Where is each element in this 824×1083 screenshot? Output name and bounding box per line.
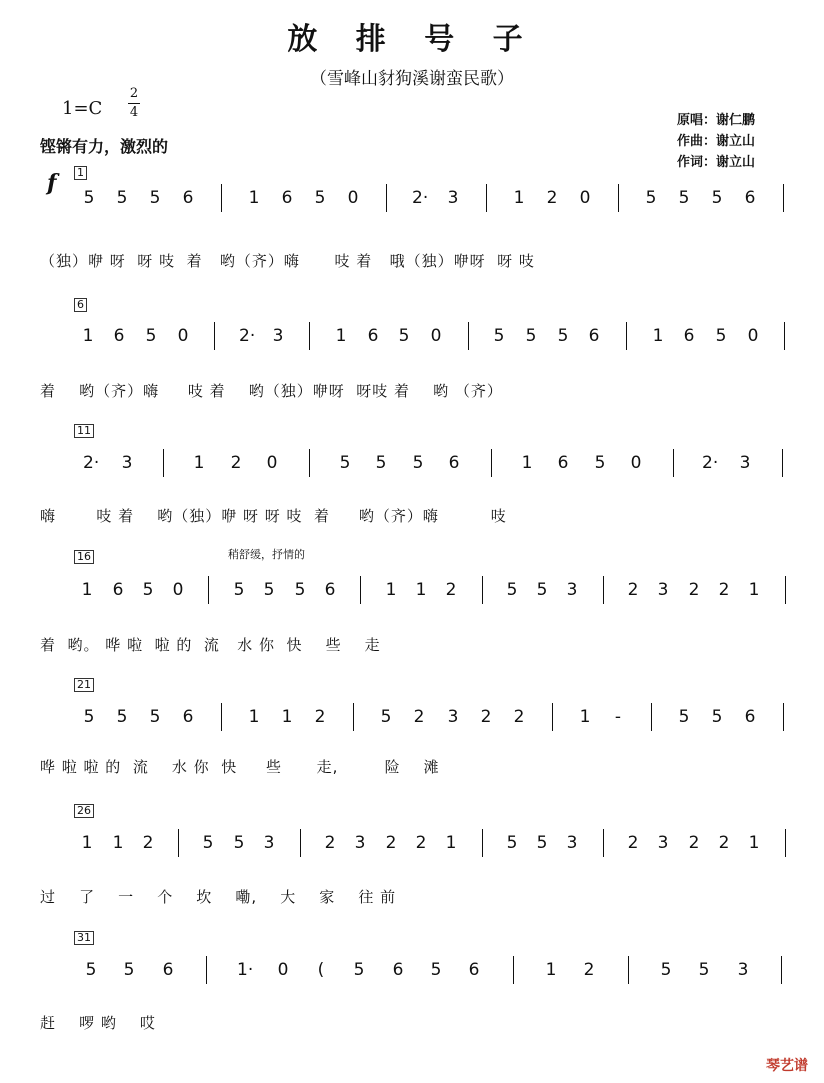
- note: 5: [149, 188, 161, 208]
- note: 2·: [702, 453, 719, 473]
- barline: [781, 956, 782, 984]
- barline: [309, 322, 310, 350]
- note: 6: [113, 326, 125, 346]
- note: 2: [688, 580, 700, 600]
- note: 1·: [237, 960, 254, 980]
- note: 2: [546, 188, 558, 208]
- note: 5: [116, 188, 128, 208]
- note: 1: [513, 188, 525, 208]
- note: 2: [413, 707, 425, 727]
- credits: [677, 110, 755, 173]
- note: 2: [314, 707, 326, 727]
- expression-marking: 稍舒缓，抒情的: [228, 548, 305, 561]
- note: 5: [398, 326, 410, 346]
- note: 5: [594, 453, 606, 473]
- note: 5: [506, 580, 518, 600]
- note: 6: [468, 960, 480, 980]
- note: 1: [748, 833, 760, 853]
- note: 5: [83, 188, 95, 208]
- note: 1: [335, 326, 347, 346]
- note: 6: [392, 960, 404, 980]
- note: (: [317, 960, 325, 980]
- measure-number: 21: [74, 678, 94, 692]
- barline: [651, 703, 652, 731]
- lyric-line: 过 了 一 个 坎 嘞, 大 家 往 前: [40, 888, 397, 906]
- note: 1: [193, 453, 205, 473]
- barline: [783, 703, 784, 731]
- note: 6: [744, 188, 756, 208]
- note: 6: [448, 453, 460, 473]
- note: 5: [715, 326, 727, 346]
- barline: [603, 576, 604, 604]
- barline: [486, 184, 487, 212]
- lyric-line: （独）咿 呀 呀 吱 着 哟（齐）嗨 吱 着 哦（独）咿呀 呀 吱: [40, 252, 535, 270]
- note: 5: [149, 707, 161, 727]
- note: 3: [121, 453, 133, 473]
- barline: [782, 449, 783, 477]
- tempo-marking: 铿锵有力，激烈的: [40, 137, 169, 156]
- barline: [783, 184, 784, 212]
- credit-composer: 作曲：谢立山: [677, 134, 756, 149]
- note: 5: [711, 707, 723, 727]
- measure-number: 6: [74, 298, 87, 312]
- note: 2: [324, 833, 336, 853]
- note: 2: [718, 833, 730, 853]
- note: 0: [430, 326, 442, 346]
- measure-number: 11: [74, 424, 94, 438]
- note: 6: [182, 188, 194, 208]
- credit-lyricist: 作词：谢立山: [677, 155, 756, 170]
- note: 5: [145, 326, 157, 346]
- note: 6: [683, 326, 695, 346]
- barline: [221, 184, 222, 212]
- note: 6: [324, 580, 336, 600]
- note: 5: [536, 580, 548, 600]
- note: 5: [233, 833, 245, 853]
- note: 1: [82, 326, 94, 346]
- barline: [618, 184, 619, 212]
- time-signature: [128, 86, 140, 121]
- note: 6: [557, 453, 569, 473]
- note: 5: [339, 453, 351, 473]
- note: 3: [263, 833, 275, 853]
- note: 5: [506, 833, 518, 853]
- note: 1: [385, 580, 397, 600]
- note: 5: [412, 453, 424, 473]
- note: 0: [177, 326, 189, 346]
- note: 2: [415, 833, 427, 853]
- note: 5: [380, 707, 392, 727]
- barline: [214, 322, 215, 350]
- barline: [360, 576, 361, 604]
- time-top: 2: [129, 86, 139, 101]
- note: 5: [85, 960, 97, 980]
- note: 0: [172, 580, 184, 600]
- note: 3: [447, 188, 459, 208]
- note: 2: [445, 580, 457, 600]
- song-subtitle: （雪峰山豺狗溪谢蛮民歌）: [310, 69, 514, 89]
- note: 1: [579, 707, 591, 727]
- note: 2·: [83, 453, 100, 473]
- note: 6: [367, 326, 379, 346]
- note: 1: [652, 326, 664, 346]
- barline: [513, 956, 514, 984]
- note: 5: [263, 580, 275, 600]
- barline: [208, 576, 209, 604]
- note: 1: [248, 188, 260, 208]
- note: 2: [513, 707, 525, 727]
- measure-number: 26: [74, 804, 94, 818]
- time-bottom: 4: [129, 105, 139, 120]
- note: 5: [711, 188, 723, 208]
- measure-number: 16: [74, 550, 94, 564]
- note: 5: [314, 188, 326, 208]
- lyric-line: 嗨 吱 着 哟（独）咿 呀 呀 吱 着 哟（齐）嗨 吱: [40, 507, 507, 525]
- note: 6: [112, 580, 124, 600]
- note: 5: [525, 326, 537, 346]
- note: 5: [116, 707, 128, 727]
- note: 2: [718, 580, 730, 600]
- note: 1: [281, 707, 293, 727]
- note: 2·: [412, 188, 429, 208]
- note: 0: [579, 188, 591, 208]
- note: -: [614, 707, 622, 727]
- note: 0: [630, 453, 642, 473]
- barline: [482, 829, 483, 857]
- note: 1: [521, 453, 533, 473]
- lyric-line: 着 哟。 哗 啦 啦 的 流 水 你 快 些 走: [40, 636, 381, 654]
- barline: [468, 322, 469, 350]
- note: 1: [748, 580, 760, 600]
- note: 5: [83, 707, 95, 727]
- barline: [386, 184, 387, 212]
- barline: [206, 956, 207, 984]
- note: 5: [698, 960, 710, 980]
- note: 3: [566, 580, 578, 600]
- lyric-line: 赶 啰 哟 哎: [40, 1014, 156, 1032]
- note: 1: [248, 707, 260, 727]
- barline: [628, 956, 629, 984]
- note: 2: [480, 707, 492, 727]
- barline: [309, 449, 310, 477]
- note: 5: [353, 960, 365, 980]
- note: 0: [347, 188, 359, 208]
- barline: [178, 829, 179, 857]
- barline: [626, 322, 627, 350]
- note: 5: [123, 960, 135, 980]
- note: 2·: [239, 326, 256, 346]
- note: 3: [354, 833, 366, 853]
- note: 1: [81, 833, 93, 853]
- site-logo: 琴艺谱: [766, 1058, 808, 1074]
- barline: [300, 829, 301, 857]
- note: 3: [272, 326, 284, 346]
- note: 5: [678, 188, 690, 208]
- lyric-line: 哗 啦 啦 的 流 水 你 快 些 走, 险 滩: [40, 758, 440, 776]
- note: 6: [281, 188, 293, 208]
- note: 0: [266, 453, 278, 473]
- barline: [491, 449, 492, 477]
- measure-number: 31: [74, 931, 94, 945]
- note: 2: [688, 833, 700, 853]
- note: 5: [375, 453, 387, 473]
- note: 2: [142, 833, 154, 853]
- song-title: 放 排 号 子: [287, 22, 537, 57]
- note: 5: [233, 580, 245, 600]
- note: 5: [142, 580, 154, 600]
- note: 5: [202, 833, 214, 853]
- note: 2: [230, 453, 242, 473]
- barline: [163, 449, 164, 477]
- note: 3: [737, 960, 749, 980]
- note: 3: [447, 707, 459, 727]
- note: 6: [744, 707, 756, 727]
- lyric-line: 着 哟（齐）嗨 吱 着 哟（独）咿呀 呀吱 着 哟 （齐）: [40, 382, 503, 400]
- note: 3: [566, 833, 578, 853]
- barline: [785, 829, 786, 857]
- key-signature: 1=C: [62, 98, 103, 119]
- note: 2: [627, 833, 639, 853]
- barline: [482, 576, 483, 604]
- note: 5: [294, 580, 306, 600]
- note: 0: [747, 326, 759, 346]
- note: 6: [162, 960, 174, 980]
- note: 5: [660, 960, 672, 980]
- barline: [552, 703, 553, 731]
- dynamic-marking: f: [47, 170, 57, 196]
- note: 1: [415, 580, 427, 600]
- note: 1: [112, 833, 124, 853]
- note: 5: [493, 326, 505, 346]
- note: 5: [678, 707, 690, 727]
- barline: [673, 449, 674, 477]
- barline: [603, 829, 604, 857]
- note: 1: [81, 580, 93, 600]
- note: 6: [182, 707, 194, 727]
- note: 5: [430, 960, 442, 980]
- measure-number: 1: [74, 166, 87, 180]
- note: 1: [545, 960, 557, 980]
- note: 5: [645, 188, 657, 208]
- credit-singer: 原唱：谢仁鹏: [677, 113, 756, 128]
- note: 3: [739, 453, 751, 473]
- note: 6: [588, 326, 600, 346]
- note: 5: [536, 833, 548, 853]
- note: 2: [627, 580, 639, 600]
- barline: [785, 576, 786, 604]
- barline: [221, 703, 222, 731]
- note: 3: [657, 833, 669, 853]
- barline: [784, 322, 785, 350]
- note: 3: [657, 580, 669, 600]
- note: 2: [583, 960, 595, 980]
- note: 1: [445, 833, 457, 853]
- barline: [353, 703, 354, 731]
- note: 5: [557, 326, 569, 346]
- time-divider: [128, 103, 140, 104]
- note: 0: [277, 960, 289, 980]
- note: 2: [385, 833, 397, 853]
